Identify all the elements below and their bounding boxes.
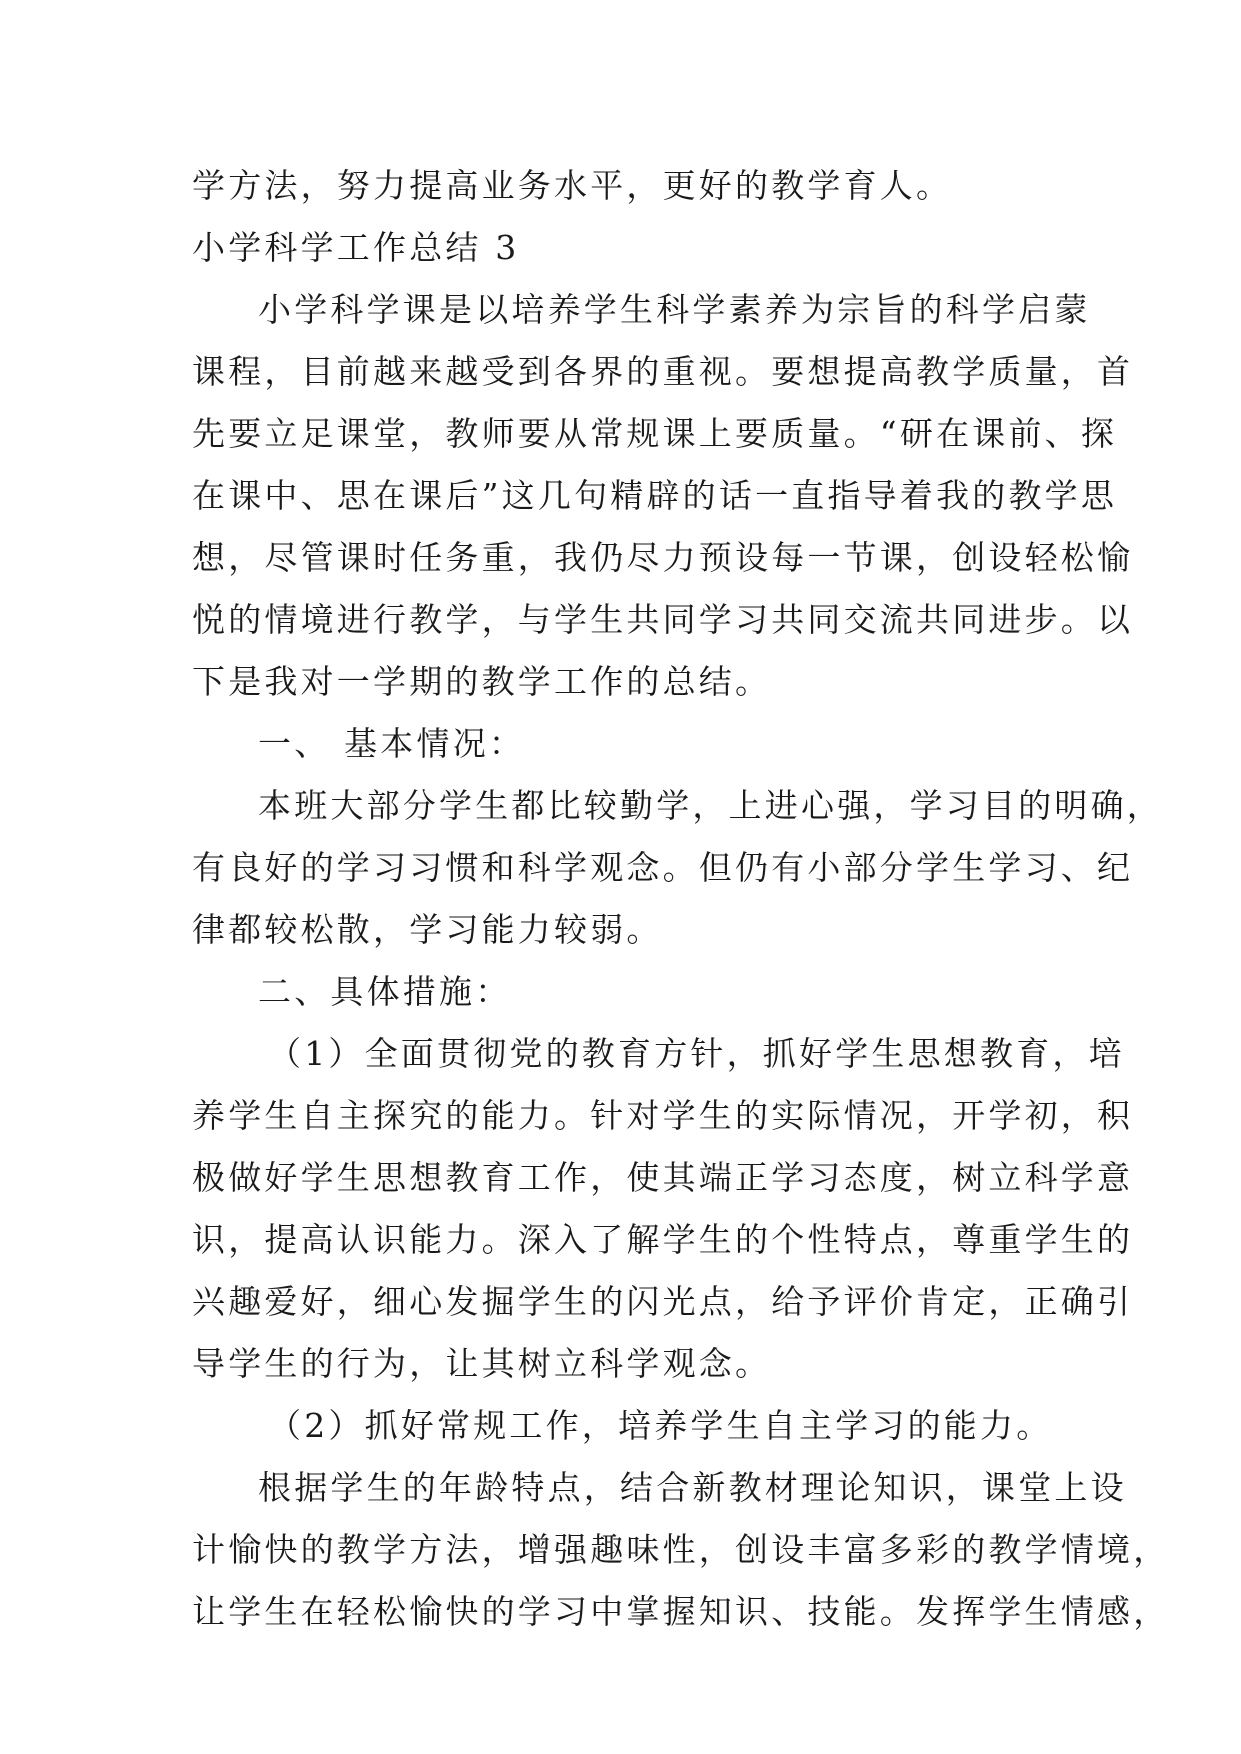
paragraph-line-23: 计愉快的教学方法，增强趣味性，创设丰富多彩的教学情境， (192, 1530, 1170, 1569)
paragraph-line-5: 先要立足课堂，教师要从常规课上要质量。“研在课前、探 (192, 414, 1118, 453)
paragraph-line-24: 让学生在轻松愉快的学习中掌握知识、技能。发挥学生情感， (192, 1592, 1170, 1631)
paragraph-line-7: 想，尽管课时任务重，我仍尽力预设每一节课，创设轻松愉 (192, 538, 1134, 577)
paragraph-line-16: 养学生自主探究的能力。针对学生的实际情况，开学初，积 (192, 1096, 1134, 1135)
paragraph-line-12: 有良好的学习习惯和科学观念。但仍有小部分学生学习、纪 (192, 848, 1134, 887)
subheading-measures: 二、具体措施： (258, 972, 512, 1011)
paragraph-line-22: 根据学生的年龄特点，结合新教材理论知识，课堂上设 (258, 1468, 1127, 1507)
paragraph-line-18: 识，提高认识能力。深入了解学生的个性特点，尊重学生的 (192, 1220, 1134, 1259)
paragraph-line-20: 导学生的行为，让其树立科学观念。 (192, 1344, 772, 1383)
paragraph-line-1: 学方法，努力提高业务水平，更好的教学育人。 (192, 166, 953, 205)
paragraph-line-17: 极做好学生思想教育工作，使其端正学习态度，树立科学意 (192, 1158, 1134, 1197)
paragraph-line-3: 小学科学课是以培养学生科学素养为宗旨的科学启蒙 (258, 290, 1091, 329)
paragraph-line-9: 下是我对一学期的教学工作的总结。 (192, 662, 772, 701)
paragraph-line-19: 兴趣爱好，细心发掘学生的闪光点，给予评价肯定，正确引 (192, 1282, 1134, 1321)
section-heading: 小学科学工作总结 3 (192, 228, 520, 267)
paragraph-line-21: （2）抓好常规工作，培养学生自主学习的能力。 (268, 1406, 1053, 1445)
subheading-basic-situation: 一、 基本情况： (258, 724, 526, 763)
paragraph-line-11: 本班大部分学生都比较勤学，上进心强，学习目的明确， (258, 786, 1163, 825)
document-page (192, 155, 1170, 1643)
paragraph-line-13: 律都较松散，学习能力较弱。 (192, 910, 663, 949)
paragraph-line-6: 在课中、思在课后”这几句精辟的话一直指导着我的教学思 (192, 476, 1118, 515)
paragraph-line-15: （1）全面贯彻党的教育方针，抓好学生思想教育，培 (268, 1034, 1125, 1073)
paragraph-line-8: 悦的情境进行教学，与学生共同学习共同交流共同进步。以 (192, 600, 1134, 639)
paragraph-line-4: 课程，目前越来越受到各界的重视。要想提高教学质量，首 (192, 352, 1134, 391)
